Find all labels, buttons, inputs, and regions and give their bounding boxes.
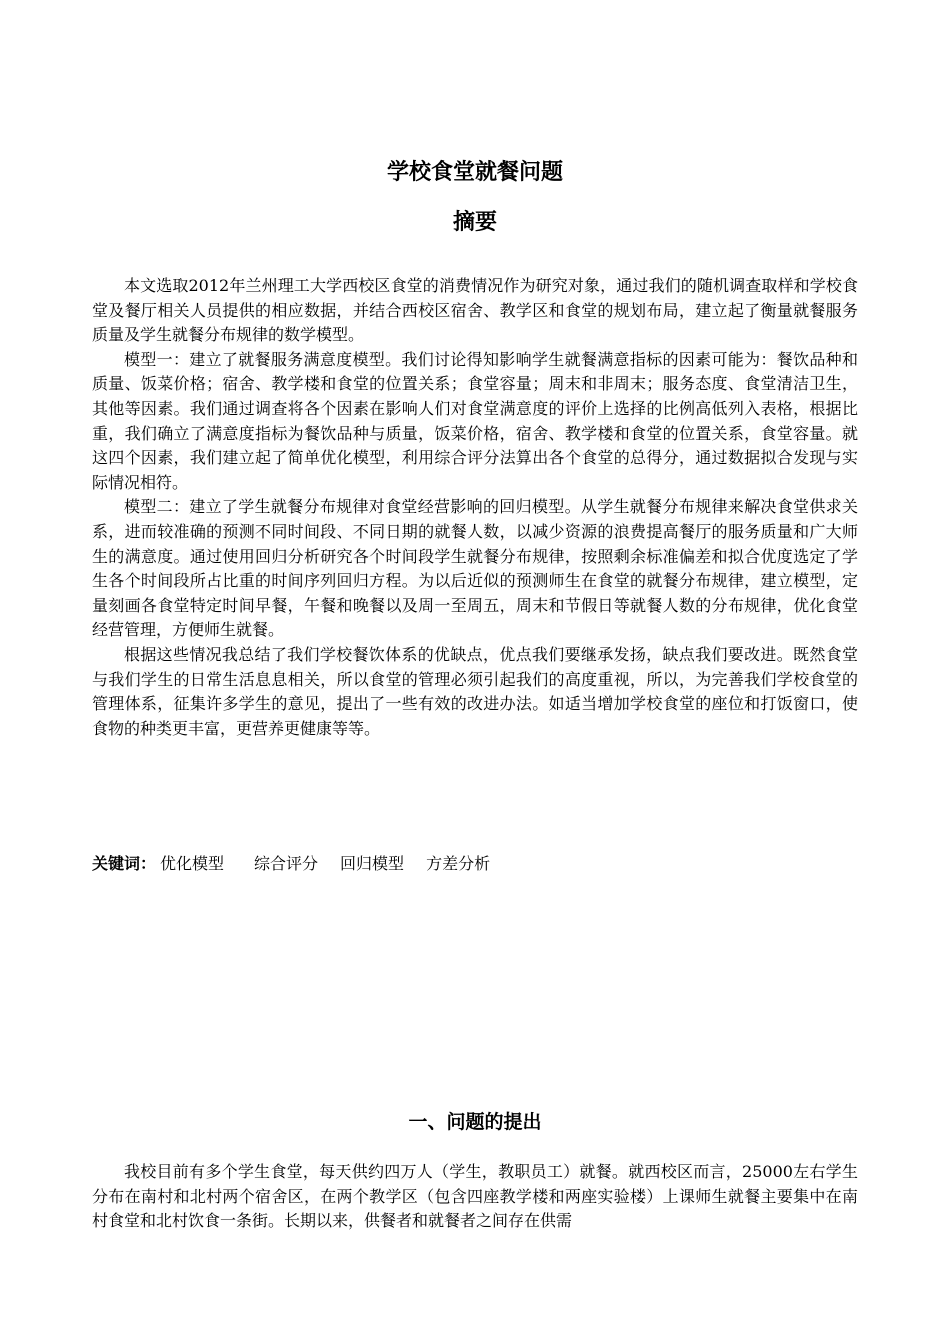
abstract-body xyxy=(92,274,858,741)
keyword-item: 方差分析 xyxy=(426,854,491,873)
abstract-heading: 摘要 xyxy=(452,210,497,235)
abstract-paragraph-1: 本文选取2012年兰州理工大学西校区食堂的消费情况作为研究对象，通过我们的随机调查取样和学校食堂及餐厅相关人员提供的相应数据，并结合西校区宿舍、教学区和食堂的规划布局，建立起了衡量就餐服务质量及学生就餐分布规律的数学模型。 xyxy=(92,276,858,345)
keywords-line xyxy=(92,852,490,876)
document-title: 学校食堂就餐问题 xyxy=(386,160,563,185)
abstract-paragraph-3: 模型二：建立了学生就餐分布规律对食堂经营影响的回归模型。从学生就餐分布规律来解决食堂供求关系，进而较准确的预测不同时间段、不同日期的就餐人数，以减少资源的浪费提高餐厅的服务质量和广大师生的满意度。通过使用回归分析研究各个时间段学生就餐分布规律，按照剩余标准偏差和拟合优度选定了学生各个时间段所占比重的时间序列回归方程。为以后近似的预测师生在食堂的就餐分布规律，建立模型，定量刻画各食堂特定时间早餐，午餐和晚餐以及周一至周五，周末和节假日等就餐人数的分布规律，优化食堂经营管理，方便师生就餐。 xyxy=(92,497,858,640)
keywords-label: 关键词： xyxy=(92,854,157,873)
section1-paragraph-1: 我校目前有多个学生食堂，每天供约四万人（学生，教职员工）就餐。就西校区而言，25000左右学生分布在南村和北村两个宿舍区，在两个教学区（包含四座教学楼和两座实验楼）上课师生就餐主要集中在南村食堂和北村饮食一条街。长期以来，供餐者和就餐者之间存在供需 xyxy=(92,1162,858,1231)
keyword-item: 综合评分 xyxy=(254,854,319,873)
abstract-paragraph-4: 根据这些情况我总结了我们学校餐饮体系的优缺点，优点我们要继承发扬，缺点我们要改进。既然食堂与我们学生的日常生活息息相关，所以食堂的管理必须引起我们的高度重视，所以，为完善我们学校食堂的管理体系，征集许多学生的意见，提出了一些有效的改进办法。如适当增加学校食堂的座位和打饭窗口，使食物的种类更丰富，更营养更健康等等。 xyxy=(92,644,858,738)
section1-body xyxy=(92,1160,858,1234)
keyword-item: 回归模型 xyxy=(340,854,405,873)
keyword-item: 优化模型 xyxy=(160,854,225,873)
abstract-paragraph-2: 模型一：建立了就餐服务满意度模型。我们讨论得知影响学生就餐满意指标的因素可能为：餐饮品种和质量、饭菜价格；宿舍、教学楼和食堂的位置关系；食堂容量；周末和非周末；服务态度、食堂清洁卫生，其他等因素。我们通过调查将各个因素在影响人们对食堂满意度的评价上选择的比例高低列入表格，根据比重，我们确立了满意度指标为餐饮品种与质量，饭菜价格，宿舍、教学楼和食堂的位置关系，食堂容量。就这四个因素，我们建立起了简单优化模型，利用综合评分法算出各个食堂的总得分，通过数据拟合发现与实际情况相符。 xyxy=(92,349,858,492)
section-heading-problem-statement: 一、问题的提出 xyxy=(408,1111,542,1133)
